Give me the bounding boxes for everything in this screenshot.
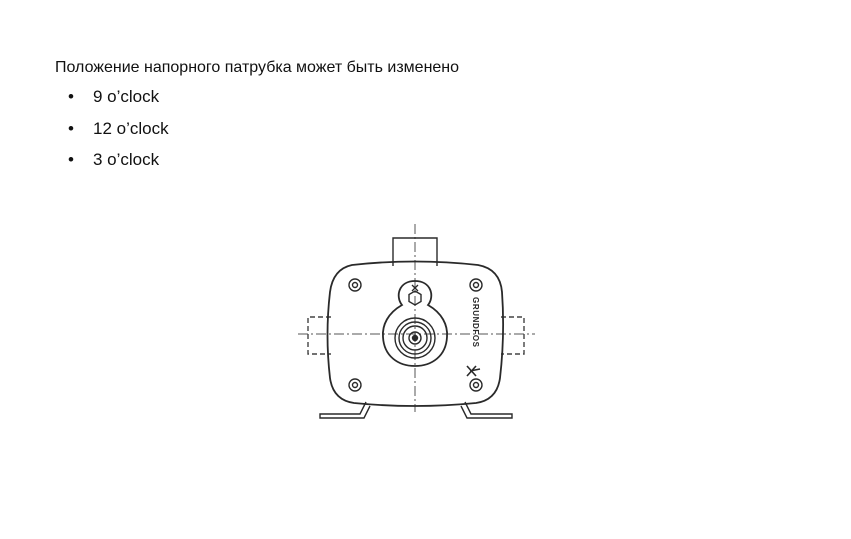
bolt-icon: [470, 279, 482, 291]
bullet-icon: •: [68, 87, 74, 106]
page-heading: Положение напорного патрубка может быть изменено: [55, 59, 460, 76]
bolt-icon: [470, 379, 482, 391]
bolt-icon: [349, 279, 361, 291]
pump-technical-drawing: [290, 212, 550, 437]
brand-logo-icon: [467, 297, 480, 376]
position-label: 12 o’clock: [93, 118, 169, 138]
position-label: 9 o’clock: [93, 87, 160, 106]
svg-text:GRUNDFOS: GRUNDFOS: [471, 297, 480, 348]
bullet-icon: •: [68, 150, 74, 169]
discharge-port-right: [501, 317, 524, 354]
bolt-icon: [349, 379, 361, 391]
bullet-icon: •: [68, 118, 74, 138]
position-label: 3 o’clock: [93, 150, 160, 169]
